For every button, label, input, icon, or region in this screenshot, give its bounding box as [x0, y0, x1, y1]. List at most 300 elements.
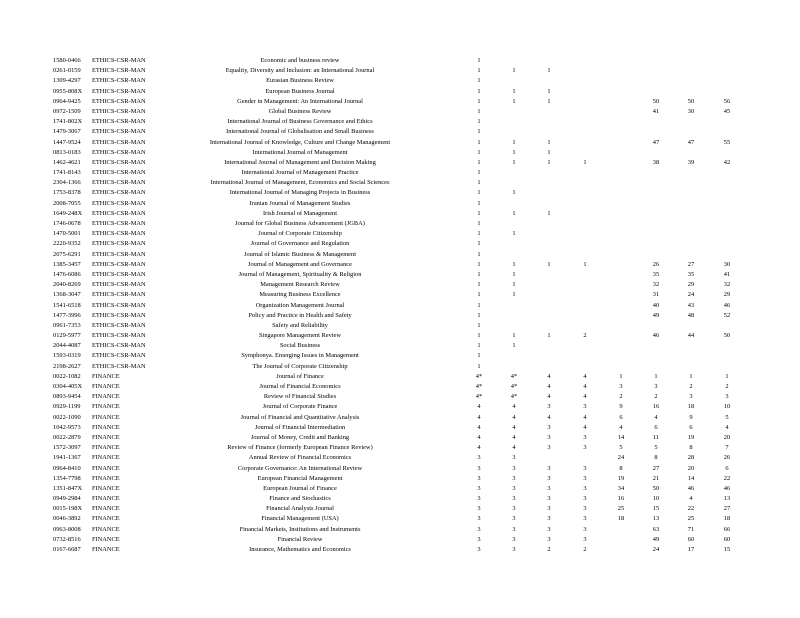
category-cell: ETHICS-CSR-MAN	[92, 291, 146, 299]
value-cell: 50	[687, 97, 695, 105]
table-row	[0, 229, 800, 239]
value-cell: 1	[547, 260, 551, 268]
value-cell: 9	[619, 403, 623, 411]
journal-title-cell: Journal of Corporate Finance	[262, 403, 338, 411]
journal-title-cell: Global Business Review	[268, 107, 332, 115]
value-cell: 6	[619, 413, 623, 421]
value-cell: 1	[512, 260, 516, 268]
category-cell: ETHICS-CSR-MAN	[92, 230, 146, 238]
value-cell: 3	[477, 546, 481, 553]
table-row	[0, 464, 800, 474]
table-row	[0, 148, 800, 158]
value-cell: 18	[723, 515, 731, 523]
value-cell: 20	[687, 464, 695, 472]
journal-title-cell: International Journal of Knowledge, Culture and Change Management	[209, 138, 391, 146]
issn-cell: 0893-9454	[53, 393, 81, 401]
value-cell: 1	[547, 209, 551, 217]
journal-title-cell: Journal of Management and Governance	[248, 260, 352, 268]
value-cell: 3	[583, 515, 587, 523]
value-cell: 3	[477, 484, 481, 492]
value-cell: 22	[687, 505, 695, 513]
value-cell: 3	[512, 474, 516, 482]
value-cell: 1	[477, 128, 481, 136]
value-cell: 1	[512, 189, 516, 197]
value-cell: 40	[652, 301, 660, 309]
value-cell: 3	[654, 383, 658, 390]
value-cell: 1	[477, 240, 481, 248]
value-cell: 4	[689, 495, 693, 503]
table-row	[0, 433, 800, 443]
value-cell: 3	[477, 474, 481, 482]
table-row	[0, 443, 800, 453]
table-row	[0, 127, 800, 137]
value-cell: 1	[512, 148, 516, 156]
journal-title-cell: Finance and Stochastics	[269, 495, 331, 503]
value-cell: 2	[619, 393, 623, 401]
value-cell: 1	[477, 250, 481, 258]
issn-cell: 0964-9425	[53, 97, 81, 105]
value-cell: 3	[512, 515, 516, 523]
value-cell: 1	[477, 189, 481, 197]
value-cell: 22	[723, 474, 731, 482]
value-cell: 1	[477, 321, 481, 329]
issn-cell: 0961-7353	[53, 321, 81, 329]
value-cell: 1	[547, 138, 551, 146]
value-cell: 32	[652, 281, 660, 289]
issn-cell: 1476-6086	[53, 270, 81, 278]
category-cell: FINANCE	[92, 413, 120, 421]
value-cell: 49	[652, 535, 660, 543]
value-cell: 11	[652, 433, 660, 441]
table-row	[0, 484, 800, 494]
value-cell: 3	[547, 515, 551, 523]
value-cell: 8	[619, 464, 623, 472]
value-cell: 1	[725, 372, 729, 380]
value-cell: 3	[477, 454, 481, 462]
journal-title-cell: Journal of Financial and Quantitative Analysis	[240, 413, 360, 421]
category-cell: FINANCE	[92, 464, 120, 472]
journal-title-cell: International Journal of Management and Decision Making	[224, 158, 376, 166]
value-cell: 1	[512, 342, 516, 350]
category-cell: FINANCE	[92, 372, 120, 380]
value-cell: 4*	[475, 372, 483, 380]
value-cell: 4	[547, 393, 551, 401]
value-cell: 18	[617, 515, 625, 523]
value-cell: 4	[477, 413, 481, 421]
value-cell: 4*	[510, 383, 518, 390]
category-cell: ETHICS-CSR-MAN	[92, 260, 146, 268]
issn-cell: 0813-0183	[53, 148, 81, 156]
value-cell: 3	[547, 433, 551, 441]
issn-cell: 0046-3892	[53, 515, 81, 523]
table-row	[0, 331, 800, 341]
table-row	[0, 66, 800, 76]
value-cell: 55	[723, 138, 731, 146]
table-row	[0, 178, 800, 188]
value-cell: 1	[477, 107, 481, 115]
category-cell: FINANCE	[92, 423, 120, 431]
value-cell: 3	[477, 515, 481, 523]
category-cell: FINANCE	[92, 433, 120, 441]
value-cell: 15	[723, 546, 731, 553]
table-row	[0, 168, 800, 178]
category-cell: ETHICS-CSR-MAN	[92, 311, 146, 319]
value-cell: 27	[723, 505, 731, 513]
journal-title-cell: Corporate Governance: An International Review	[237, 464, 363, 472]
value-cell: 1	[477, 291, 481, 299]
value-cell: 4	[547, 383, 551, 390]
value-cell: 1	[477, 270, 481, 278]
table-row	[0, 321, 800, 331]
journal-title-cell: Social Business	[279, 342, 321, 350]
value-cell: 30	[687, 107, 695, 115]
value-cell: 25	[687, 515, 695, 523]
value-cell: 63	[652, 525, 660, 533]
table-row	[0, 362, 800, 372]
category-cell: FINANCE	[92, 454, 120, 462]
table-row	[0, 382, 800, 392]
value-cell: 4	[512, 403, 516, 411]
value-cell: 6	[725, 464, 729, 472]
value-cell: 44	[687, 332, 695, 340]
value-cell: 3	[547, 535, 551, 543]
value-cell: 3	[477, 535, 481, 543]
issn-cell: 1746-0678	[53, 220, 81, 227]
journal-title-cell: Management Research Review	[260, 281, 340, 289]
category-cell: ETHICS-CSR-MAN	[92, 342, 146, 350]
journal-title-cell: Economic and business review	[260, 57, 340, 64]
category-cell: FINANCE	[92, 525, 120, 533]
category-cell: ETHICS-CSR-MAN	[92, 352, 146, 360]
issn-cell: 0022-1090	[53, 413, 81, 421]
category-cell: ETHICS-CSR-MAN	[92, 362, 146, 370]
value-cell: 28	[687, 454, 695, 462]
journal-title-cell: Iranian Journal of Management Studies	[249, 199, 351, 207]
journal-title-cell: Review of Financial Studies	[263, 393, 337, 401]
value-cell: 47	[652, 138, 660, 146]
journal-title-cell: Singapore Management Review	[259, 332, 341, 340]
category-cell: ETHICS-CSR-MAN	[92, 321, 146, 329]
value-cell: 15	[652, 505, 660, 513]
category-cell: ETHICS-CSR-MAN	[92, 209, 146, 217]
value-cell: 30	[723, 260, 731, 268]
category-cell: ETHICS-CSR-MAN	[92, 199, 146, 207]
value-cell: 4	[583, 393, 587, 401]
journal-title-cell: Symphonya. Emerging Issues in Management	[241, 352, 359, 360]
value-cell: 1	[512, 67, 516, 75]
category-cell: FINANCE	[92, 515, 120, 523]
value-cell: 50	[723, 332, 731, 340]
table-row	[0, 188, 800, 198]
value-cell: 3	[512, 535, 516, 543]
value-cell: 3	[547, 464, 551, 472]
table-row	[0, 474, 800, 484]
value-cell: 3	[477, 525, 481, 533]
table-row	[0, 290, 800, 300]
value-cell: 1	[583, 158, 587, 166]
category-cell: FINANCE	[92, 383, 120, 390]
journal-title-cell: Financial Markets, Institutions and Instruments	[239, 525, 361, 533]
value-cell: 1	[512, 87, 516, 95]
value-cell: 1	[477, 57, 481, 64]
value-cell: 71	[687, 525, 695, 533]
issn-cell: 1541-6518	[53, 301, 81, 309]
value-cell: 1	[512, 138, 516, 146]
value-cell: 5	[654, 444, 658, 452]
issn-cell: 0963-8008	[53, 525, 81, 533]
journal-title-cell: Safety and Reliability	[272, 321, 328, 329]
value-cell: 1	[477, 281, 481, 289]
category-cell: ETHICS-CSR-MAN	[92, 179, 146, 187]
category-cell: ETHICS-CSR-MAN	[92, 148, 146, 156]
value-cell: 46	[687, 484, 695, 492]
category-cell: ETHICS-CSR-MAN	[92, 169, 146, 177]
value-cell: 8	[689, 444, 693, 452]
journal-title-cell: International Journal of Globalisation and Small Business	[226, 128, 374, 136]
journal-title-cell: Journal of Financial Intermediation	[254, 423, 346, 431]
table-row	[0, 423, 800, 433]
category-cell: ETHICS-CSR-MAN	[92, 87, 146, 95]
issn-cell: 1447-9524	[53, 138, 81, 146]
journal-title-cell: Journal of Governance and Regulation	[250, 240, 350, 248]
value-cell: 3	[477, 495, 481, 503]
table-row	[0, 107, 800, 117]
value-cell: 1	[477, 67, 481, 75]
value-cell: 1	[477, 209, 481, 217]
category-cell: ETHICS-CSR-MAN	[92, 97, 146, 105]
value-cell: 2	[689, 383, 693, 390]
value-cell: 1	[547, 87, 551, 95]
value-cell: 1	[547, 67, 551, 75]
journal-title-cell: Journal of Islamic Business & Management	[244, 250, 356, 258]
journal-title-cell: Journal of Money, Credit and Banking	[250, 433, 350, 441]
value-cell: 46	[723, 484, 731, 492]
table-row	[0, 97, 800, 107]
table-row	[0, 138, 800, 148]
journal-title-cell: Financial Review	[277, 535, 323, 543]
journal-title-cell: European Business Journal	[265, 87, 335, 95]
journal-title-cell: International Journal of Management	[252, 148, 348, 156]
journal-title-cell: Policy and Practice in Health and Safety	[248, 311, 352, 319]
value-cell: 4	[583, 383, 587, 390]
journal-title-cell: International Journal of Management, Economics and Social Sciences	[210, 179, 390, 187]
table-row	[0, 209, 800, 219]
value-cell: 3	[583, 505, 587, 513]
value-cell: 4	[583, 372, 587, 380]
value-cell: 3	[583, 444, 587, 452]
journal-title-cell: Organization Management Journal	[255, 301, 345, 309]
value-cell: 1	[477, 179, 481, 187]
category-cell: FINANCE	[92, 505, 120, 513]
table-row	[0, 219, 800, 229]
value-cell: 4	[477, 433, 481, 441]
issn-cell: 0955-808X	[53, 87, 83, 95]
value-cell: 3	[512, 546, 516, 553]
value-cell: 38	[652, 158, 660, 166]
category-cell: ETHICS-CSR-MAN	[92, 301, 146, 309]
issn-cell: 0022-1082	[53, 372, 81, 380]
value-cell: 6	[654, 423, 658, 431]
issn-cell: 0972-1509	[53, 107, 81, 115]
journal-title-cell: Annual Review of Financial Economics	[248, 454, 352, 462]
value-cell: 43	[687, 301, 695, 309]
value-cell: 13	[723, 495, 731, 503]
value-cell: 47	[687, 138, 695, 146]
value-cell: 3	[512, 454, 516, 462]
table-row	[0, 239, 800, 249]
value-cell: 1	[477, 158, 481, 166]
value-cell: 1	[477, 169, 481, 177]
value-cell: 3	[725, 393, 729, 401]
value-cell: 3	[512, 464, 516, 472]
value-cell: 60	[723, 535, 731, 543]
journal-title-cell: Gender in Management: An International Journal	[237, 97, 363, 105]
category-cell: ETHICS-CSR-MAN	[92, 270, 146, 278]
value-cell: 1	[477, 311, 481, 319]
value-cell: 1	[512, 97, 516, 105]
value-cell: 1	[512, 332, 516, 340]
value-cell: 3	[583, 433, 587, 441]
value-cell: 19	[687, 433, 695, 441]
value-cell: 4	[512, 413, 516, 421]
value-cell: 1	[477, 352, 481, 360]
value-cell: 4	[477, 423, 481, 431]
value-cell: 1	[477, 148, 481, 156]
issn-cell: 1462-4621	[53, 158, 81, 166]
value-cell: 50	[652, 484, 660, 492]
value-cell: 9	[689, 413, 693, 421]
journal-ranking-table	[0, 56, 800, 555]
value-cell: 2	[583, 546, 587, 553]
value-cell: 14	[617, 433, 625, 441]
value-cell: 5	[725, 413, 729, 421]
journal-title-cell: Financial Management (USA)	[261, 515, 339, 523]
value-cell: 1	[477, 301, 481, 309]
table-row	[0, 453, 800, 463]
issn-cell: 1741-802X	[53, 118, 83, 126]
table-row	[0, 311, 800, 321]
value-cell: 1	[619, 372, 623, 380]
category-cell: FINANCE	[92, 546, 120, 553]
value-cell: 4*	[510, 372, 518, 380]
table-row	[0, 545, 800, 555]
value-cell: 29	[687, 281, 695, 289]
issn-cell: 1941-1367	[53, 454, 81, 462]
issn-cell: 2198-2627	[53, 362, 81, 370]
issn-cell: 0929-1199	[53, 403, 81, 411]
category-cell: ETHICS-CSR-MAN	[92, 220, 146, 227]
value-cell: 32	[723, 281, 731, 289]
value-cell: 2	[725, 383, 729, 390]
value-cell: 4*	[510, 393, 518, 401]
value-cell: 19	[617, 474, 625, 482]
value-cell: 56	[723, 97, 731, 105]
category-cell: FINANCE	[92, 495, 120, 503]
journal-title-cell: Equality, Diversity and Inclusion: an International Journal	[225, 67, 375, 75]
value-cell: 27	[687, 260, 695, 268]
value-cell: 10	[652, 495, 660, 503]
issn-cell: 0261-0159	[53, 67, 81, 75]
category-cell: ETHICS-CSR-MAN	[92, 67, 146, 75]
table-row	[0, 280, 800, 290]
value-cell: 1	[477, 87, 481, 95]
category-cell: ETHICS-CSR-MAN	[92, 118, 146, 126]
issn-cell: 1477-3996	[53, 311, 81, 319]
table-row	[0, 392, 800, 402]
journal-title-cell: Journal of Finance	[276, 372, 324, 380]
value-cell: 27	[652, 464, 660, 472]
value-cell: 3	[547, 444, 551, 452]
value-cell: 3	[583, 484, 587, 492]
issn-cell: 1385-3457	[53, 260, 81, 268]
value-cell: 66	[723, 525, 731, 533]
value-cell: 1	[512, 158, 516, 166]
table-row	[0, 535, 800, 545]
value-cell: 35	[687, 270, 695, 278]
value-cell: 1	[512, 230, 516, 238]
value-cell: 13	[652, 515, 660, 523]
value-cell: 3	[512, 525, 516, 533]
value-cell: 50	[652, 97, 660, 105]
table-row	[0, 270, 800, 280]
value-cell: 1	[477, 342, 481, 350]
value-cell: 4	[477, 444, 481, 452]
issn-cell: 0732-8516	[53, 535, 81, 543]
value-cell: 4	[547, 413, 551, 421]
category-cell: ETHICS-CSR-MAN	[92, 128, 146, 136]
journal-title-cell: Review of Finance (formerly European Finance Review)	[227, 444, 373, 452]
category-cell: ETHICS-CSR-MAN	[92, 332, 146, 340]
value-cell: 1	[547, 332, 551, 340]
issn-cell: 2304-1366	[53, 179, 81, 187]
issn-cell: 1354-7798	[53, 474, 81, 482]
journal-title-cell: International Journal of Business Governance and Ethics	[227, 118, 373, 126]
table-row	[0, 56, 800, 66]
value-cell: 1	[477, 97, 481, 105]
table-row	[0, 504, 800, 514]
value-cell: 7	[725, 444, 729, 452]
value-cell: 3	[547, 423, 551, 431]
value-cell: 25	[617, 505, 625, 513]
issn-cell: 1580-0466	[53, 57, 81, 64]
issn-cell: 1470-5001	[53, 230, 81, 238]
issn-cell: 2220-9352	[53, 240, 81, 248]
value-cell: 24	[652, 546, 660, 553]
value-cell: 3	[583, 403, 587, 411]
value-cell: 35	[652, 270, 660, 278]
issn-cell: 1479-3067	[53, 128, 81, 136]
issn-cell: 0129-5977	[53, 332, 81, 340]
category-cell: ETHICS-CSR-MAN	[92, 57, 146, 64]
category-cell: ETHICS-CSR-MAN	[92, 189, 146, 197]
value-cell: 4	[547, 372, 551, 380]
category-cell: ETHICS-CSR-MAN	[92, 250, 146, 258]
table-row	[0, 260, 800, 270]
issn-cell: 1649-248X	[53, 209, 83, 217]
journal-title-cell: Eurasian Business Review	[266, 77, 334, 85]
value-cell: 4*	[475, 383, 483, 390]
issn-cell: 0964-8410	[53, 464, 81, 472]
value-cell: 41	[723, 270, 731, 278]
value-cell: 34	[617, 484, 625, 492]
value-cell: 24	[687, 291, 695, 299]
value-cell: 5	[619, 444, 623, 452]
table-row	[0, 199, 800, 209]
value-cell: 1	[477, 332, 481, 340]
issn-cell: 1042-9573	[53, 423, 81, 431]
value-cell: 1	[477, 138, 481, 146]
table-row	[0, 351, 800, 361]
